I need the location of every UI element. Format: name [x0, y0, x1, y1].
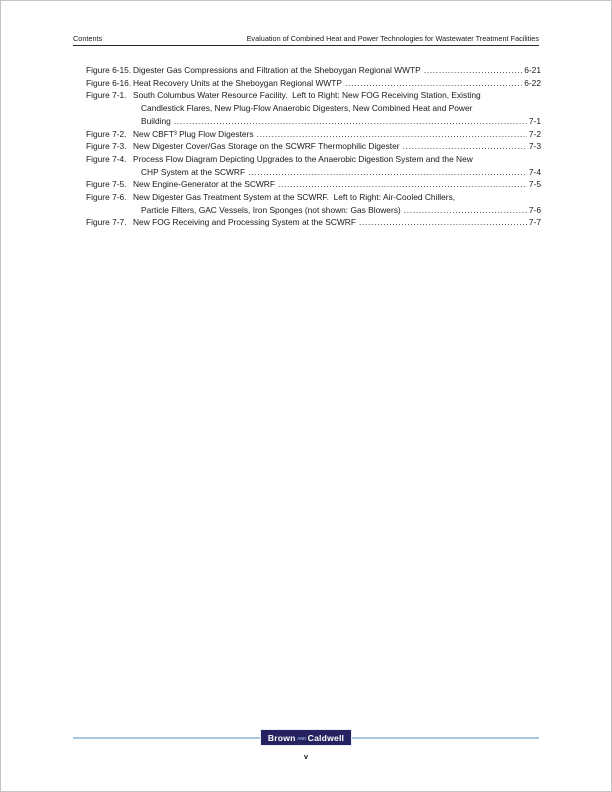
page-number: v [303, 752, 309, 761]
figure-caption: Digester Gas Compressions and Filtration at the Sheboygan Regional WWTP [133, 65, 421, 75]
figure-label: Figure 7-2. [86, 128, 127, 139]
toc-entry [86, 140, 541, 153]
figure-label: Figure 7-5. [86, 179, 127, 190]
figure-caption: CHP System at the SCWRF [141, 166, 246, 177]
brown-and-caldwell-logo [261, 730, 351, 745]
logo-text-brown: Brown [267, 732, 296, 743]
dot-leader [424, 64, 523, 77]
dot-leader [278, 178, 527, 191]
toc-entry [86, 89, 541, 127]
toc-entry [86, 191, 541, 216]
page-ref: 7-4 [528, 166, 541, 177]
dot-leader [257, 128, 527, 141]
figure-caption: Process Flow Diagram Depicting Upgrades to the Anaerobic Digestion System and the New [133, 153, 473, 164]
figure-label: Figure 7-4. [86, 153, 127, 164]
page-ref: 7-3 [528, 141, 541, 152]
figure-label: Figure 7-6. [86, 192, 127, 203]
logo-text-and: AND [297, 735, 307, 741]
page-ref: 7-7 [528, 217, 541, 228]
figure-label: Figure 6-16. [86, 77, 132, 88]
dot-leader [404, 204, 527, 217]
figure-label: Figure 7-7. [86, 217, 127, 228]
toc-entry [86, 178, 541, 191]
header-section-title: Contents [73, 34, 103, 43]
figure-caption: Heat Recovery Units at the Sheboygan Regional WWTP [133, 77, 343, 88]
toc-entry [86, 128, 541, 141]
page-ref: 7-1 [528, 115, 541, 126]
toc-entry [86, 216, 541, 229]
figure-caption: New Digester Gas Treatment System at the SCWRF. Left to Right: Air-Cooled Chillers, [133, 192, 456, 203]
figure-caption: New CBFT³ Plug Flow Digesters [133, 128, 254, 139]
page-ref: 6-22 [524, 77, 541, 88]
figure-caption: New Engine-Generator at the SCWRF [133, 179, 275, 190]
figure-caption: Building [141, 115, 171, 126]
figure-caption: Particle Filters, GAC Vessels, Iron Sponges (not shown: Gas Blowers) [141, 204, 401, 215]
dot-leader [174, 115, 527, 128]
figure-caption: South Columbus Water Resource Facility. Left to Right: New FOG Receiving Station, Existing [133, 90, 481, 101]
dot-leader [248, 166, 527, 179]
page-ref: 7-5 [528, 179, 541, 190]
dot-leader [403, 140, 527, 153]
page-ref: 7-6 [528, 204, 541, 215]
page-ref: 6-21 [524, 65, 541, 75]
running-header [73, 34, 539, 46]
figure-caption: New Digester Cover/Gas Storage on the SCWRF Thermophilic Digester [133, 141, 400, 152]
dot-leader [359, 216, 527, 229]
figure-label: Figure 7-1. [86, 90, 127, 101]
figure-caption: New FOG Receiving and Processing System at the SCWRF [133, 217, 356, 228]
toc-entry [86, 77, 541, 90]
figure-caption: Candlestick Flares, New Plug-Flow Anaerobic Digesters, New Combined Heat and Power [141, 103, 473, 114]
toc-entry [86, 153, 541, 178]
figure-label: Figure 6-15. [86, 65, 132, 75]
header-document-title: Evaluation of Combined Heat and Power Technologies for Wastewater Treatment Facilities [246, 34, 539, 43]
logo-text-caldwell: Caldwell [307, 732, 345, 743]
list-of-figures [86, 64, 541, 229]
figure-label: Figure 7-3. [86, 141, 127, 152]
toc-entry [86, 64, 541, 77]
page-ref: 7-2 [528, 128, 541, 139]
dot-leader [345, 77, 522, 90]
